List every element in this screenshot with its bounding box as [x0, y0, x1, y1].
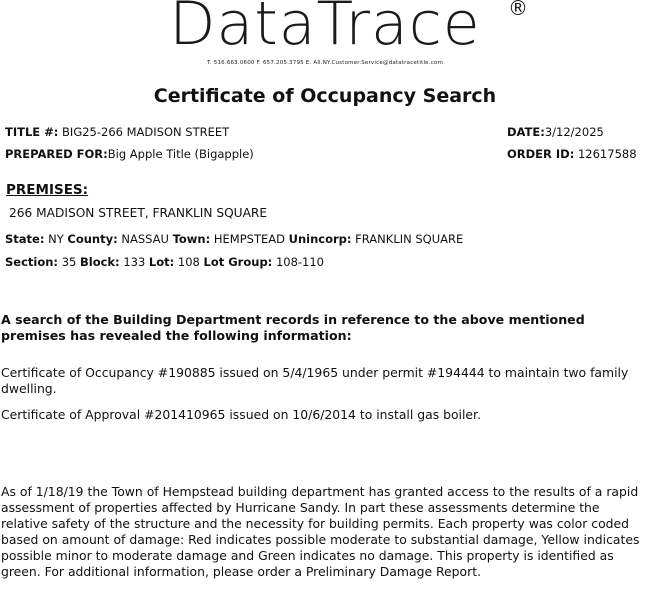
date-row [507, 125, 604, 139]
title-number-value: BIG25-266 MADISON STREET [62, 125, 230, 139]
state-value: NY [48, 232, 64, 246]
lot-group-label: Lot Group: [203, 255, 273, 269]
certificate-of-approval-entry: Certificate of Approval #201410965 issued on 10/6/2014 to install gas boiler. [1, 407, 481, 422]
order-id-row [507, 147, 637, 161]
block-label: Block: [79, 255, 120, 269]
town-label: Town: [172, 232, 211, 246]
logo-text: DataTrace [169, 0, 481, 59]
hurricane-sandy-notice: As of 1/18/19 the Town of Hempstead building department has granted access to the results of a rapid assessment of properties affected by Hurricane Sandy. In part these assessments determine the relative safety of the structure and the necessity for building permits. Each property was color coded based on amount of damage: Red indicates possible moderate to substantial damage, Yellow indicates possible minor to moderate damage and Green indicates no damage. This property is identified as green. For additional information, please order a Preliminary Damage Report. [1, 484, 640, 579]
county-label: County: [67, 232, 118, 246]
contact-line: T. 516.663.0600 F. 657.205.3795 E. All.NY.Customer.Service@datatracetitle.com [206, 60, 444, 66]
state-label: State: [5, 232, 45, 246]
registered-mark: ® [508, 0, 529, 20]
prepared-for-value: Big Apple Title (Bigapple) [107, 147, 254, 161]
section-label: Section: [5, 255, 59, 269]
block-value: 133 [123, 255, 146, 269]
order-id-value: 12617588 [577, 147, 637, 161]
prepared-for-row [5, 147, 254, 161]
section-value: 35 [61, 255, 77, 269]
parcel-row [5, 255, 324, 269]
datatrace-logo [0, 0, 650, 59]
prepared-for-label: PREPARED FOR: [5, 147, 108, 161]
unincorp-label: Unincorp: [288, 232, 352, 246]
unincorp-value: FRANKLIN SQUARE [355, 232, 464, 246]
date-label: DATE: [507, 125, 545, 139]
lot-group-value: 108-110 [275, 255, 324, 269]
town-value: HEMPSTEAD [213, 232, 285, 246]
title-number-label: TITLE #: [5, 125, 59, 139]
lot-label: Lot: [148, 255, 175, 269]
page-title: Certificate of Occupancy Search [153, 85, 497, 107]
certificate-of-occupancy-entry: Certificate of Occupancy #190885 issued on 5/4/1965 under permit #194444 to maintain two family dwelling. [1, 365, 629, 396]
premises-address: 266 MADISON STREET, FRANKLIN SQUARE [9, 206, 268, 220]
premises-heading: PREMISES: [6, 182, 89, 198]
date-value: 3/12/2025 [544, 125, 604, 139]
title-number-row [5, 125, 229, 139]
order-id-label: ORDER ID: [507, 147, 575, 161]
county-value: NASSAU [121, 232, 169, 246]
search-intro: A search of the Building Department records in reference to the above mentioned premises has revealed the following information: [1, 312, 585, 343]
lot-value: 108 [177, 255, 200, 269]
location-row [5, 232, 463, 246]
